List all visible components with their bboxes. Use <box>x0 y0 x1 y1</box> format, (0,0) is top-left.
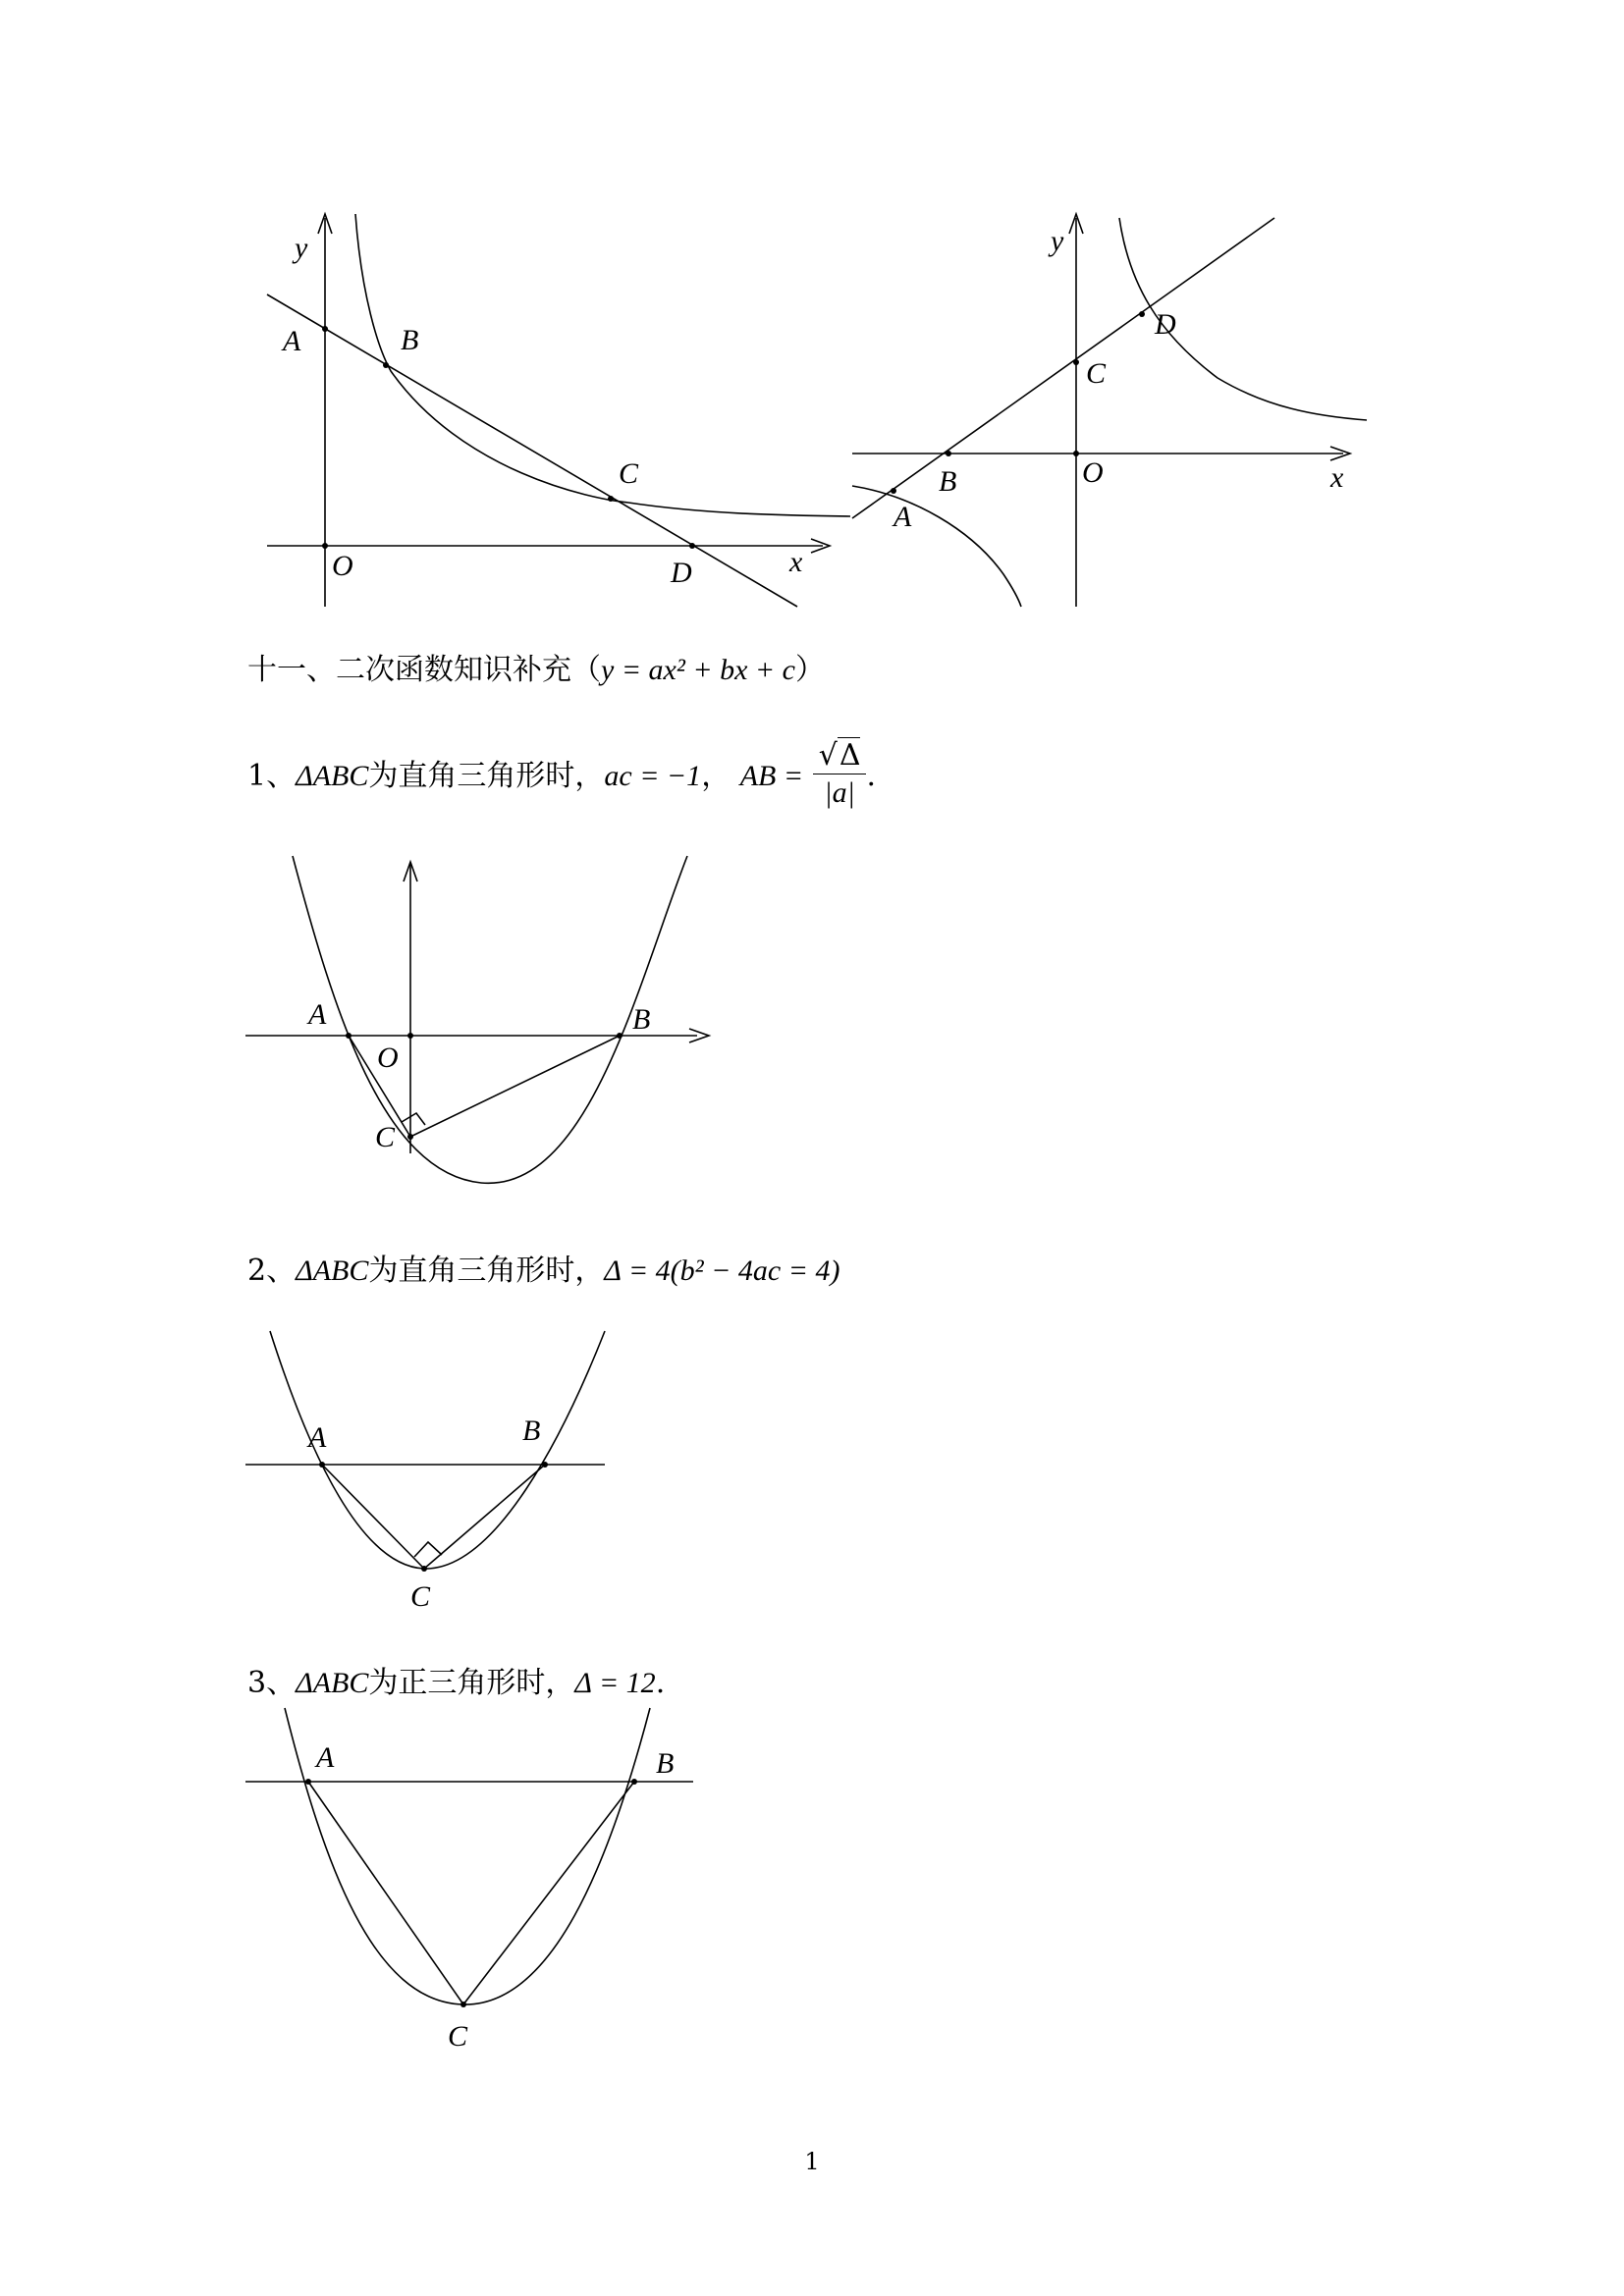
item-1-number: 1、 <box>247 759 297 793</box>
label-b-2: B <box>939 465 957 498</box>
label-a-5: A <box>316 1741 335 1774</box>
point-b-3 <box>617 1033 623 1039</box>
item-2-condition: 为直角三角形时， <box>368 1254 605 1288</box>
label-o-2: O <box>1082 456 1104 489</box>
fraction-numerator: √Δ <box>813 741 867 774</box>
label-c-5: C <box>448 2020 468 2053</box>
label-a-3: A <box>308 998 327 1031</box>
point-a-5 <box>305 1779 311 1785</box>
point-a-2 <box>891 488 896 494</box>
label-o: O <box>332 550 353 582</box>
item-2-triangle: ΔABC <box>296 1255 369 1287</box>
label-d: D <box>671 557 692 589</box>
label-y: y <box>295 232 308 264</box>
point-d <box>689 543 695 549</box>
parabola-3 <box>285 1708 650 2004</box>
label-c-4: C <box>410 1580 431 1613</box>
item-1-formula-ac: ac = −1 <box>604 760 702 792</box>
point-a-4 <box>319 1462 325 1468</box>
item-1-triangle: ΔABC <box>296 760 369 792</box>
hyperbola-curve <box>355 214 850 516</box>
point-c-4 <box>421 1566 427 1572</box>
segment-ac-2 <box>322 1465 424 1569</box>
label-c-3: C <box>375 1121 396 1153</box>
point-a-3 <box>346 1033 352 1039</box>
item-3 <box>247 1666 666 1700</box>
point-c-2 <box>1073 359 1079 365</box>
label-b: B <box>401 324 419 356</box>
section-heading <box>247 653 825 687</box>
segment-bc-2 <box>424 1465 545 1569</box>
segment-ac-3 <box>308 1782 463 2004</box>
item-1-end: . <box>866 759 877 793</box>
heading-formula: y = ax² + bx + c <box>601 654 795 686</box>
page-number: 1 <box>804 2148 820 2175</box>
item-1-ab-lhs: AB = <box>739 760 804 792</box>
secant-line-2 <box>852 218 1274 518</box>
label-b-3: B <box>632 1003 651 1036</box>
item-1-fraction <box>813 738 867 809</box>
item-3-triangle: ΔABC <box>296 1667 369 1699</box>
point-a <box>322 326 328 332</box>
hyperbola-branch-3 <box>852 486 1021 607</box>
segment-bc-3 <box>463 1782 634 2004</box>
item-3-number: 3、 <box>247 1666 297 1700</box>
label-d-2: D <box>1155 308 1176 341</box>
item-2-formula: Δ = 4(b² − 4ac = 4) <box>604 1255 840 1287</box>
point-c <box>608 496 614 502</box>
right-angle-mark-1 <box>402 1113 425 1125</box>
label-a-2: A <box>893 501 912 533</box>
label-x: x <box>789 546 803 578</box>
fraction-denominator <box>813 774 867 808</box>
origin-dot <box>322 543 328 549</box>
point-b-4 <box>542 1462 548 1468</box>
item-1-condition: 为直角三角形时， <box>368 759 605 793</box>
origin-dot-3 <box>407 1033 413 1039</box>
parabola-1 <box>293 856 687 1183</box>
label-c-2: C <box>1086 357 1107 390</box>
item-2-number: 2、 <box>247 1254 297 1288</box>
point-d-2 <box>1139 311 1145 317</box>
sqrt-delta: Δ <box>839 738 861 773</box>
point-b-5 <box>631 1779 637 1785</box>
label-b-5: B <box>656 1747 675 1780</box>
label-b-4: B <box>522 1415 541 1447</box>
label-a-4: A <box>308 1421 327 1454</box>
heading-text: 十一、二次函数知识补充（ <box>247 653 601 687</box>
point-c-5 <box>460 2002 466 2007</box>
segment-bc <box>410 1036 620 1137</box>
heading-close: ） <box>795 653 825 687</box>
item-1 <box>247 738 877 811</box>
item-3-end: . <box>655 1666 666 1700</box>
label-y-2: y <box>1051 225 1064 257</box>
item-3-condition: 为正三角形时， <box>368 1666 575 1700</box>
item-2 <box>247 1256 839 1286</box>
label-x-2: x <box>1330 461 1344 494</box>
label-a: A <box>283 325 301 357</box>
point-b-2 <box>946 451 951 456</box>
abs-a: |a| <box>824 776 855 809</box>
item-1-sep: ， <box>701 759 731 793</box>
right-angle-mark-2 <box>414 1542 442 1557</box>
item-3-formula: Δ = 12 <box>574 1667 656 1699</box>
point-b <box>383 362 389 368</box>
point-c-3 <box>407 1134 413 1140</box>
label-c: C <box>619 457 639 490</box>
label-o-3: O <box>377 1041 399 1074</box>
origin-dot-2 <box>1073 451 1079 456</box>
